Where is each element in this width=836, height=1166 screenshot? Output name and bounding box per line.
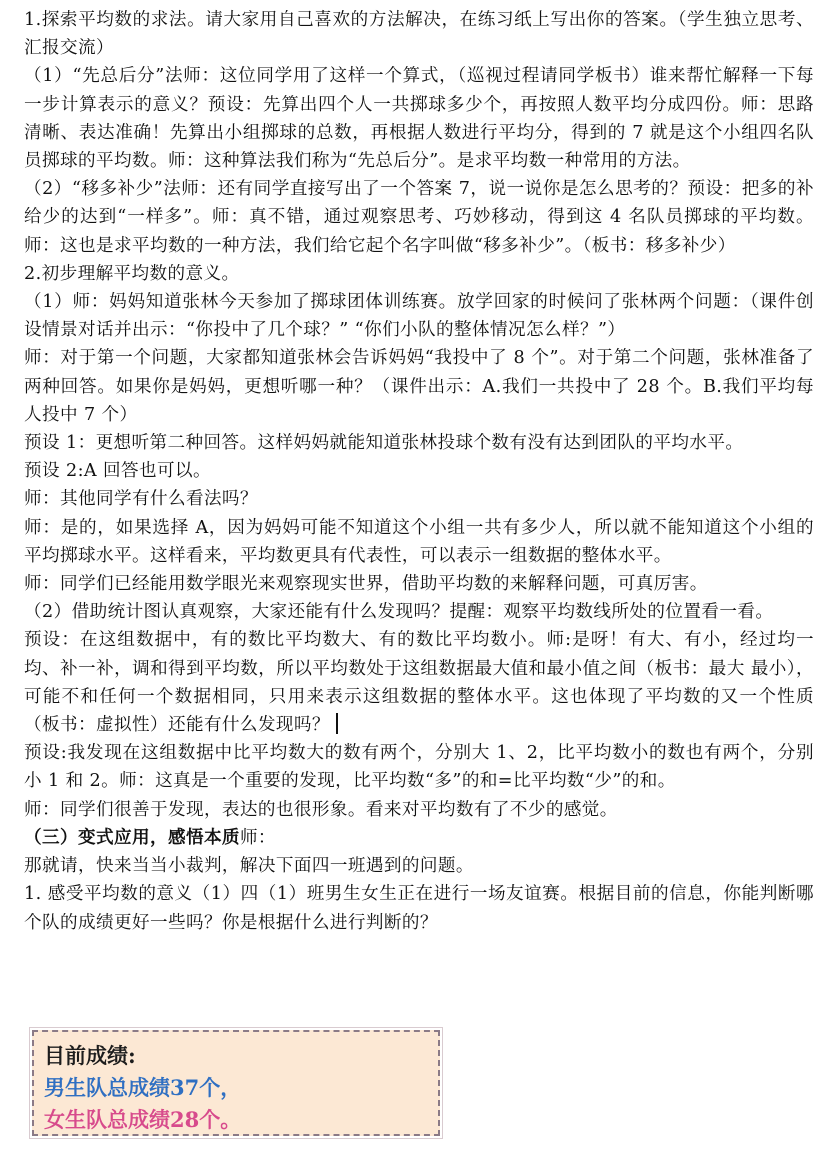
paragraph-15: 师：同学们很善于发现，表达的也很形象。看来对平均数有了不少的感觉。 <box>24 799 618 820</box>
score-card-title: 目前成绩: <box>44 1043 136 1068</box>
paragraph-14: 预设:我发现在这组数据中比平均数大的数有两个，分别大 1、2，比平均数小的数也有两个，分别小 1 和 2。师：这真是一个重要的发现，比平均数“多”的和=比平均数“少”的和。 <box>24 743 814 792</box>
paragraph-3: （2）“移多补少”法师：还有同学直接写出了一个答案 7，说一说你是怎么思考的？预设：把多的补给少的达到“一样多”。师：真不错，通过观察思考、巧妙移动，得到这 4 名队员掷球的平均数。师：这也是求平均数的一种方法，我们给它起个名字叫做“移多补少”。（板书：移多补少） <box>24 179 814 256</box>
paragraph-10: 师：是的，如果选择 A，因为妈妈可能不知道这个小组一共有多少人，所以就不能知道这个小组的平均掷球水平。这样看来，平均数更具有代表性，可以表示一组数据的整体水平。 <box>24 517 814 566</box>
paragraph-13-text: 预设：在这组数据中，有的数比平均数大、有的数比平均数小。师:是呀！有大、有小，经过均一均、补一补，调和得到平均数，所以平均数处于这组数据最大值和最小值之间（板书：最大 最小），可能不和任何一个数据相同，只用来表示这组数据的整体水平。这也体现了平均数的又一个性质（板书：虚拟性）还能有什么发现吗？ <box>24 630 814 736</box>
score-card-image <box>32 1030 440 1136</box>
paragraph-2: （1）“先总后分”法师：这位同学用了这样一个算式，（巡视过程请同学板书）谁来帮忙解释一下每一步计算表示的意义？预设：先算出四个人一共掷球多少个，再按照人数平均分成四份。师：思路清晰、表达准确！先算出小组掷球的总数，再根据人数进行平均分，得到的 7 就是这个小组四名队员掷球的平均数。师：这种算法我们称为“先总后分”。是求平均数一种常用的方法。 <box>24 66 814 172</box>
section-heading-text: （三）变式应用，感悟本质 <box>24 826 240 848</box>
document-body <box>24 6 814 937</box>
paragraph-12: （2）借助统计图认真观察，大家还能有什么发现吗？提醒：观察平均数线所处的位置看一看。 <box>24 602 774 623</box>
paragraph-8: 预设 2:A 回答也可以。 <box>24 461 211 482</box>
paragraph-6: 师：对于第一个问题，大家都知道张林会告诉妈妈“我投中了 8 个”。对于第二个问题，张林准备了两种回答。如果你是妈妈，更想听哪一种？（课件出示：A.我们一共投中了 28 个。B.我们平均每人投中 7 个） <box>24 348 814 425</box>
paragraph-17: 那就请，快来当当小裁判，解决下面四一班遇到的问题。 <box>24 856 474 877</box>
boys-team-score: 男生队总成绩37个， <box>44 1075 242 1100</box>
section-heading-tail: 师： <box>239 827 276 848</box>
paragraph-5: （1）师：妈妈知道张林今天参加了掷球团体训练赛。放学回家的时候问了张林两个问题：（课件创设情景对话并出示：“你投中了几个球？” “你们小队的整体情况怎么样？”） <box>24 292 814 341</box>
girls-team-score: 女生队总成绩28个。 <box>44 1107 242 1132</box>
section-heading <box>24 824 814 852</box>
paragraph-9: 师：其他同学有什么看法吗？ <box>24 489 258 510</box>
paragraph-13[interactable] <box>24 626 814 739</box>
paragraph-4: 2.初步理解平均数的意义。 <box>24 263 240 284</box>
paragraph-1: 1.探索平均数的求法。请大家用自己喜欢的方法解决，在练习纸上写出你的答案。（学生独立思考、汇报交流） <box>24 10 814 59</box>
paragraph-18: 1. 感受平均数的意义（1）四（1）班男生女生正在进行一场友谊赛。根据目前的信息，你能判断哪个队的成绩更好一些吗？你是根据什么进行判断的？ <box>24 884 814 933</box>
paragraph-7: 预设 1：更想听第二种回答。这样妈妈就能知道张林投球个数有没有达到团队的平均水平。 <box>24 433 744 454</box>
text-cursor <box>336 713 338 734</box>
paragraph-11: 师：同学们已经能用数学眼光来观察现实世界，借助平均数的来解释问题，可真厉害。 <box>24 574 708 595</box>
